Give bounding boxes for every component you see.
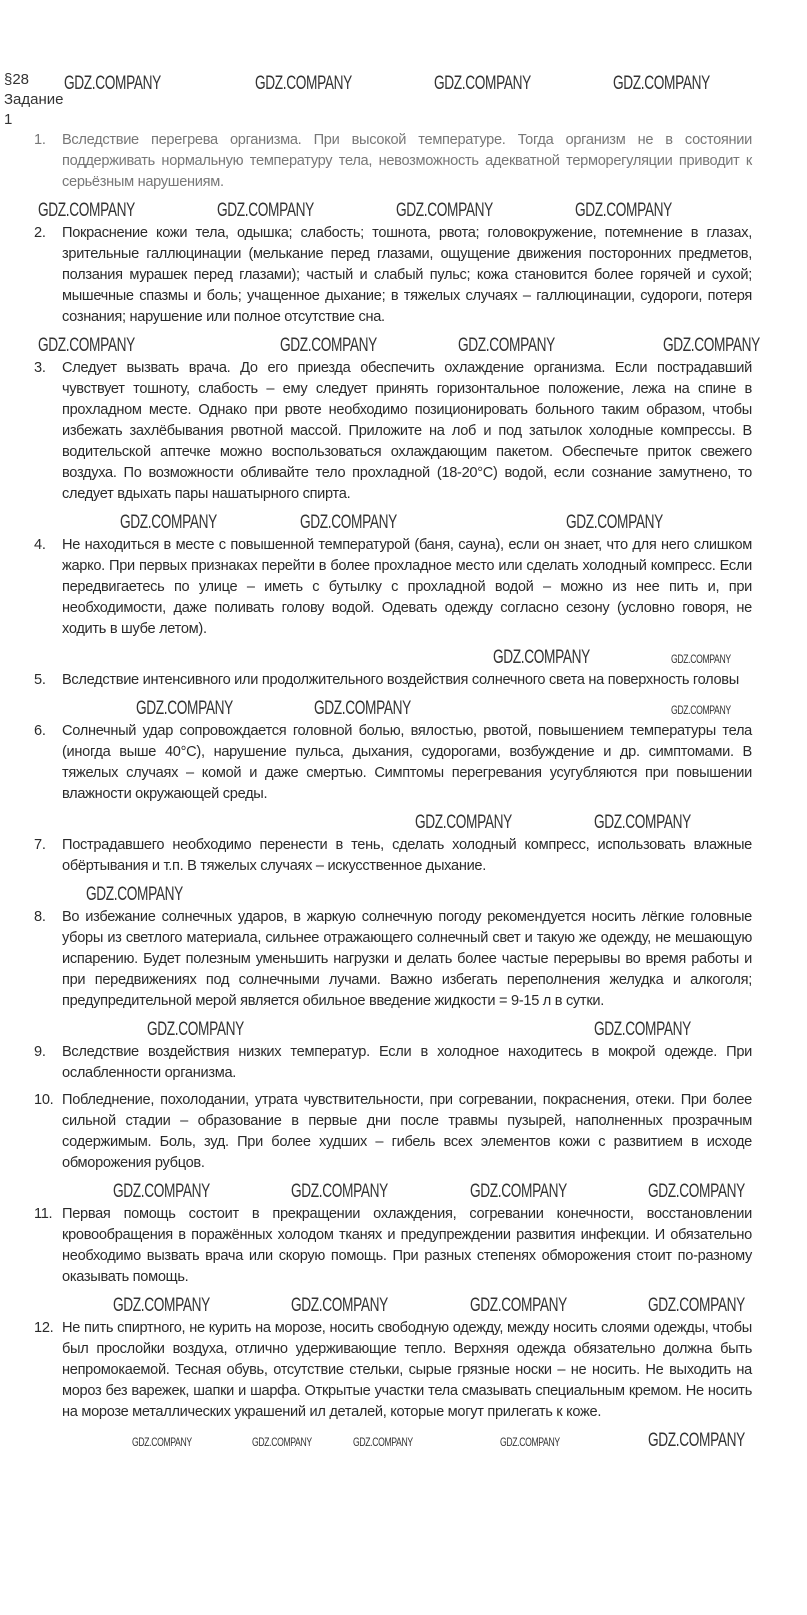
list-item	[34, 1318, 752, 1423]
item-number: 7.	[34, 837, 46, 853]
task-title: Задание 1	[4, 91, 64, 128]
item-number: 11.	[34, 1206, 53, 1222]
item-number: 12.	[34, 1320, 54, 1336]
watermark: GDZ.COMPANY	[613, 73, 710, 94]
watermark: GDZ.COMPANY	[252, 1435, 312, 1449]
watermark: GDZ.COMPANY	[120, 512, 217, 533]
list-item	[34, 907, 752, 1012]
watermark: GDZ.COMPANY	[663, 335, 760, 356]
item-text: Во избежание солнечных ударов, в жаркую солнечную погоду рекомендуется носить лёгкие головные уборы из светлого материала, сильнее отражающего солнечный свет и такую же одежду, не мешающую испарению. Будет полезным уменьшить нагрузки и делать более частые перерывы во время работы и при передвижениях под солнечными лучами. Важно избегать переполнения желудка и алкоголя; предупредительной мерой является обильное введение жидкости = 9-15 л в сутки.	[62, 909, 752, 1009]
item-text: Вследствие интенсивного или продолжительного воздействия солнечного света на поверхность головы	[62, 672, 739, 688]
watermark-row	[0, 1294, 807, 1318]
item-text: Побледнение, похолодании, утрата чувствительности, при согревании, покраснения, отеки. При более сильной стадии – образование в первые дни после травмы пузырей, наполненных прозрачным содержимым. Боль, зуд. При более худших – гибель всех элементов кожи с развитием в исходе обморожения рубцов.	[62, 1092, 752, 1171]
list-item	[34, 223, 752, 328]
item-text: Не находиться в месте с повышенной температурой (баня, сауна), если он знает, что для него слишком жарко. При первых признаках перейти в более прохладное место или сделать холодный компресс. Если передвигаетесь по улице – иметь с бутылку с прохладной водой – можно из нее пить и, при необходимости, даже поливать голову водой. Одевать одежду согласно сезону (условно говоря, не ходить в шубе летом).	[62, 537, 752, 637]
list-item	[34, 1204, 752, 1288]
list-item	[34, 670, 752, 691]
watermark: GDZ.COMPANY	[648, 1295, 745, 1316]
watermark-row	[0, 811, 807, 835]
item-text: Вследствие перегрева организма. При высокой температуре. Тогда организм не в состоянии поддерживать нормальную температуру тела, невозможность адекватной терморегуляции приводит к серьёзным нарушениям.	[62, 132, 752, 190]
watermark-row	[0, 1180, 807, 1204]
list-item	[34, 1042, 752, 1084]
list-item	[34, 130, 752, 193]
watermark: GDZ.COMPANY	[671, 652, 731, 666]
watermark-row	[0, 697, 807, 721]
watermark: GDZ.COMPANY	[113, 1295, 210, 1316]
watermark: GDZ.COMPANY	[217, 200, 314, 221]
answer-list	[0, 130, 807, 1453]
item-number: 6.	[34, 723, 46, 739]
watermark-row	[0, 199, 807, 223]
item-text: Пострадавшего необходимо перенести в тень, сделать холодный компресс, использовать влажные обёртывания и т.п. В тяжелых случаях – искусственное дыхание.	[62, 837, 752, 874]
watermark: GDZ.COMPANY	[470, 1181, 567, 1202]
watermark-row	[0, 334, 807, 358]
item-number: 4.	[34, 537, 46, 553]
list-item	[34, 835, 752, 877]
watermark: GDZ.COMPANY	[300, 512, 397, 533]
watermark: GDZ.COMPANY	[434, 73, 531, 94]
watermark: GDZ.COMPANY	[493, 647, 590, 668]
watermark: GDZ.COMPANY	[396, 200, 493, 221]
item-number: 3.	[34, 360, 46, 376]
section-number: §28	[4, 71, 30, 88]
watermark: GDZ.COMPANY	[648, 1430, 745, 1451]
watermark: GDZ.COMPANY	[147, 1019, 244, 1040]
watermark: GDZ.COMPANY	[575, 200, 672, 221]
watermark: GDZ.COMPANY	[136, 698, 233, 719]
item-number: 1.	[34, 132, 46, 148]
header	[0, 70, 807, 130]
watermark-row	[0, 1018, 807, 1042]
item-text: Не пить спиртного, не курить на морозе, носить свободную одежду, между носить слоями одежды, чтобы был прослойки воздуха, отлично удерживающие тепло. Верхняя одежда обязательно должна быть непромокаемой. Тесная обувь, отсутствие стельки, сырые грязные носки – не носить. Не выходить на мороз без варежек, шапки и шарфа. Открытые участки тела смазывать специальным кремом. Не носить на морозе металлических украшений ил деталей, которые могут прилегать к коже.	[62, 1320, 752, 1420]
item-text: Солнечный удар сопровождается головной болью, вялостью, рвотой, повышением температуры тела (иногда выше 40°C), нарушение пульса, дыхания, судорогами, возбуждение и др. симптомами. В тяжелых случаях – комой и даже смертью. Симптомы перегревания усугубляются при повышении влажности окружающей среды.	[62, 723, 752, 802]
item-number: 2.	[34, 225, 46, 241]
watermark: GDZ.COMPANY	[113, 1181, 210, 1202]
watermark: GDZ.COMPANY	[594, 812, 691, 833]
watermark: GDZ.COMPANY	[415, 812, 512, 833]
list-item	[34, 1090, 752, 1174]
watermark: GDZ.COMPANY	[38, 200, 135, 221]
watermark-row	[0, 511, 807, 535]
list-item	[34, 535, 752, 640]
watermark: GDZ.COMPANY	[132, 1435, 192, 1449]
watermark: GDZ.COMPANY	[86, 884, 183, 905]
watermark: GDZ.COMPANY	[470, 1295, 567, 1316]
watermark: GDZ.COMPANY	[280, 335, 377, 356]
watermark: GDZ.COMPANY	[648, 1181, 745, 1202]
watermark: GDZ.COMPANY	[671, 703, 731, 717]
list-item	[34, 358, 752, 505]
watermark: GDZ.COMPANY	[500, 1435, 560, 1449]
item-text: Следует вызвать врача. До его приезда обеспечить охлаждение организма. Если пострадавший чувствует тошноту, слабость – ему следует принять горизонтальное положение, лежа на спине в прохладном месте. Однако при рвоте необходимо позиционировать больного таким образом, чтобы избежать захлёбывания рвотной массой. Приложите на лоб и под затылок холодные компрессы. В водительской аптечке можно воспользоваться охлаждающим пакетом. Обеспечьте приток свежего воздуха. По возможности обливайте тело прохладной (18-20°C) водой, если сознание замутнено, то следует вдыхать пары нашатырного спирта.	[62, 360, 752, 502]
watermark: GDZ.COMPANY	[255, 73, 352, 94]
item-text: Вследствие воздействия низких температур. Если в холодное находитесь в мокрой одежде. При ослабленности организма.	[62, 1044, 752, 1081]
watermark: GDZ.COMPANY	[64, 73, 161, 94]
watermark: GDZ.COMPANY	[291, 1295, 388, 1316]
item-number: 9.	[34, 1044, 46, 1060]
list-item	[34, 721, 752, 805]
watermark: GDZ.COMPANY	[594, 1019, 691, 1040]
watermark-row	[0, 646, 807, 670]
item-text: Покраснение кожи тела, одышка; слабость; тошнота, рвота; головокружение, потемнение в глазах, зрительные галлюцинации (мелькание перед глазами, ощущение движения посторонних предметов, ползания мурашек перед глазами); частый и слабый пульс; кожа становится более горячей и сухой; мышечные спазмы и боль; учащенное дыхание; в тяжелых случаях – галлюцинации, судороги, потеря сознания; нарушение или полное отсутствие сна.	[62, 225, 752, 325]
watermark-row	[0, 1429, 807, 1453]
watermark: GDZ.COMPANY	[291, 1181, 388, 1202]
watermark: GDZ.COMPANY	[38, 335, 135, 356]
watermark: GDZ.COMPANY	[314, 698, 411, 719]
item-number: 8.	[34, 909, 46, 925]
watermark: GDZ.COMPANY	[566, 512, 663, 533]
watermark: GDZ.COMPANY	[458, 335, 555, 356]
watermark: GDZ.COMPANY	[353, 1435, 413, 1449]
item-text: Первая помощь состоит в прекращении охлаждения, согревании конечности, восстановлении кровообращения в поражённых холодом тканях и предупреждении развития инфекции. И обязательно необходимо вызвать врача или скорую помощь. При разных степенях обморожения стоит по-разному оказывать помощь.	[62, 1206, 752, 1285]
item-number: 5.	[34, 672, 46, 688]
watermark-row	[0, 883, 807, 907]
item-number: 10.	[34, 1092, 54, 1108]
